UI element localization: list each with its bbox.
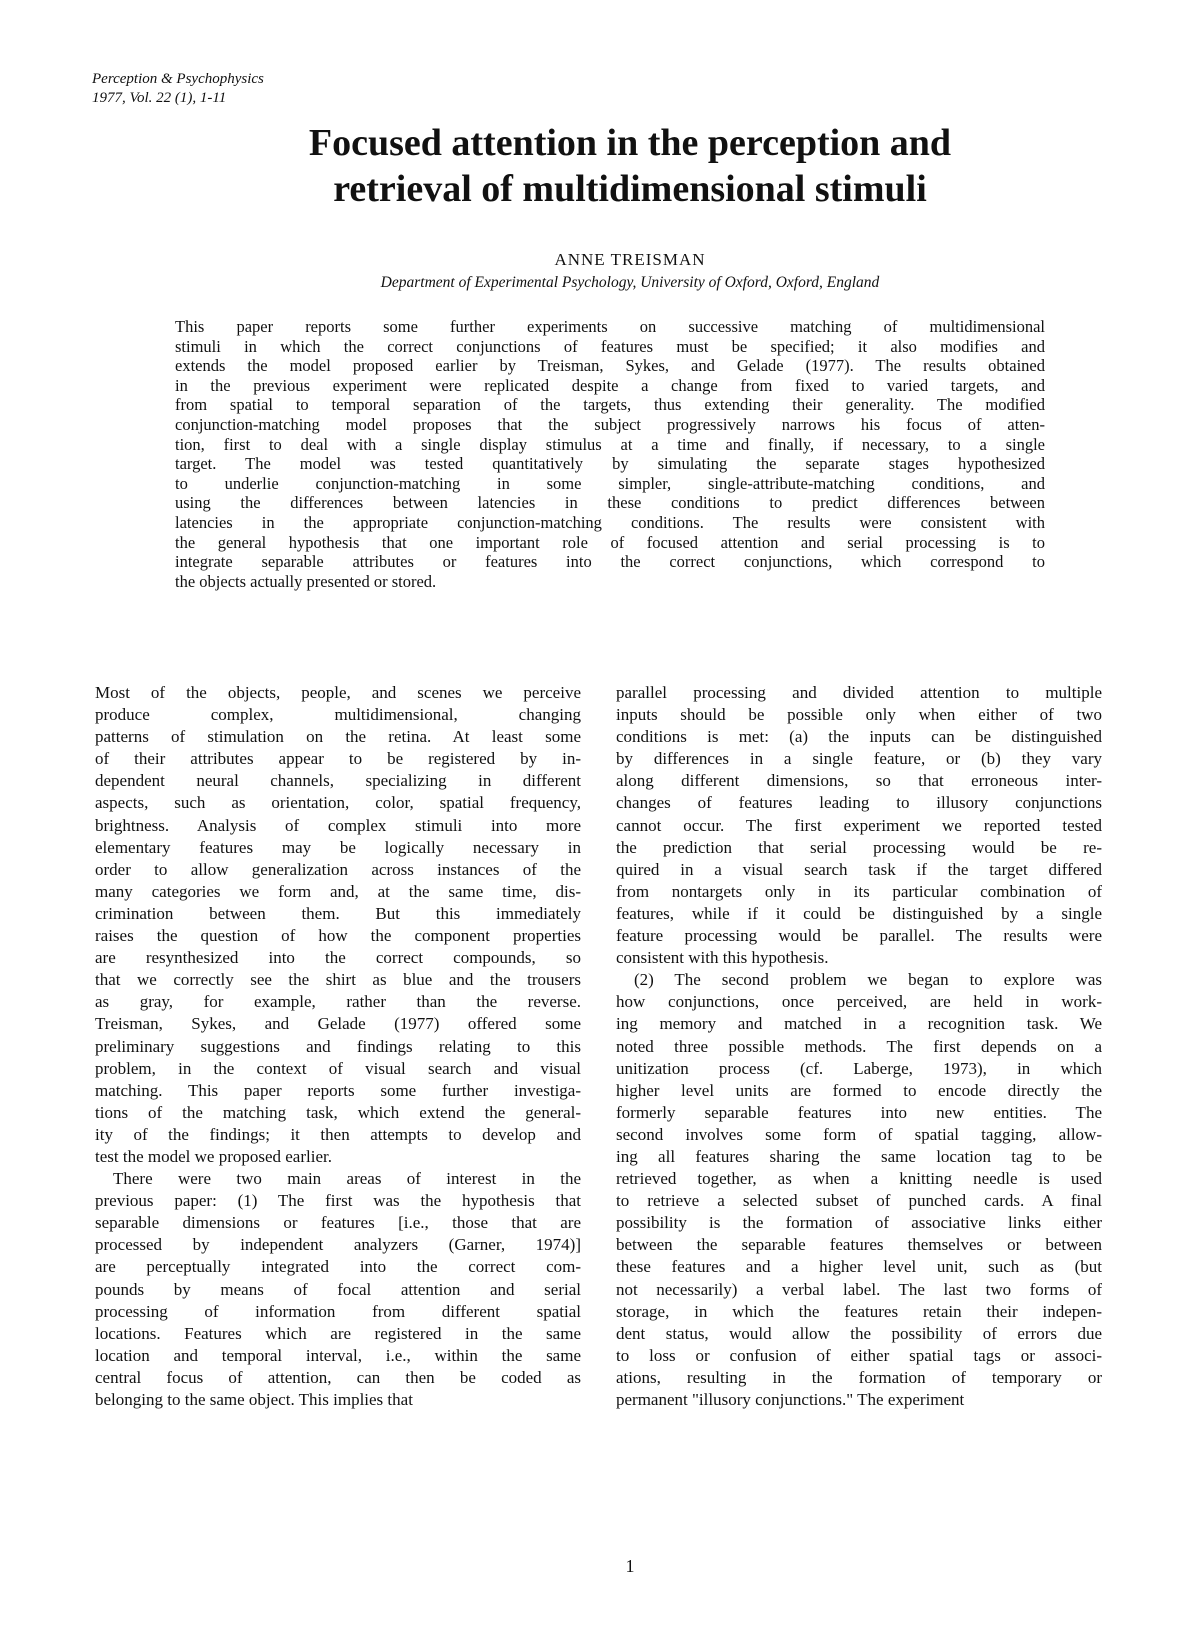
body-text-line: crimination between them. But this immediately bbox=[95, 903, 581, 923]
body-text-line: are resynthesized into the correct compounds, so bbox=[95, 948, 581, 968]
body-text-line: raises the question of how the component properties bbox=[95, 926, 581, 946]
body-text-line: along different dimensions, so that erroneous inter- bbox=[616, 771, 1102, 791]
body-text-line: are perceptually integrated into the correct com- bbox=[95, 1257, 581, 1277]
body-text-line: inputs should be possible only when either of two bbox=[616, 705, 1102, 725]
body-text-line: to loss or confusion of either spatial tags or associ- bbox=[616, 1345, 1102, 1365]
abstract-line: the objects actually presented or stored. bbox=[175, 571, 437, 591]
body-text-line: ing all features sharing the same location tag to be bbox=[616, 1146, 1102, 1166]
body-column-right bbox=[616, 682, 1102, 1411]
body-text-line: feature processing would be parallel. The results were bbox=[616, 926, 1102, 946]
abstract bbox=[175, 317, 1045, 591]
page-number: 1 bbox=[625, 1556, 635, 1576]
abstract-line: the general hypothesis that one important role of focused attention and serial processing is to bbox=[175, 532, 1045, 552]
body-text-line: not necessarily) a verbal label. The last two forms of bbox=[616, 1279, 1102, 1299]
body-text-line: patterns of stimulation on the retina. At least some bbox=[95, 727, 581, 747]
abstract-line: This paper reports some further experiments on successive matching of multidimensional bbox=[175, 317, 1045, 336]
abstract-line: in the previous experiment were replicated despite a change from fixed to varied targets, and bbox=[175, 375, 1045, 395]
abstract-line: to underlie conjunction-matching in some simpler, single-attribute-matching conditions, and bbox=[175, 473, 1045, 493]
abstract-line: integrate separable attributes or features into the correct conjunctions, which correspond to bbox=[175, 552, 1045, 572]
body-text-line: problem, in the context of visual search and visual bbox=[95, 1058, 581, 1078]
body-text-line: conditions is met: (a) the inputs can be distinguished bbox=[616, 727, 1102, 747]
body-text-line: (2) The second problem we began to explore was bbox=[634, 970, 1102, 990]
body-text-line: to retrieve a selected subset of punched cards. A final bbox=[616, 1191, 1102, 1211]
body-text-line: from nontargets only in its particular combination of bbox=[616, 881, 1102, 901]
abstract-line: extends the model proposed earlier by Treisman, Sykes, and Gelade (1977). The results obtained bbox=[175, 356, 1045, 376]
abstract-line: from spatial to temporal separation of the targets, thus extending their generality. The modified bbox=[175, 395, 1045, 415]
body-text-line: Most of the objects, people, and scenes we perceive bbox=[95, 683, 581, 702]
body-text-line: ations, resulting in the formation of temporary or bbox=[616, 1367, 1102, 1387]
author-affiliation: Department of Experimental Psychology, University of Oxford, Oxford, England bbox=[380, 274, 880, 291]
body-text-line: processing of information from different spatial bbox=[95, 1301, 581, 1321]
body-text-line: belonging to the same object. This implies that bbox=[95, 1390, 413, 1409]
body-text-line: unitization process (cf. Laberge, 1973), in which bbox=[616, 1058, 1102, 1078]
abstract-line: tion, first to deal with a single display stimulus at a time and finally, if necessary, to a single bbox=[175, 434, 1045, 454]
body-text-line: pounds by means of focal attention and serial bbox=[95, 1279, 581, 1299]
abstract-line: using the differences between latencies in these conditions to predict differences between bbox=[175, 493, 1045, 513]
body-text-line: parallel processing and divided attention to multiple bbox=[616, 683, 1102, 702]
body-text-line: aspects, such as orientation, color, spatial frequency, bbox=[95, 793, 581, 813]
body-text-line: consistent with this hypothesis. bbox=[616, 948, 829, 968]
body-text-line: many categories we form and, at the same time, dis- bbox=[95, 881, 581, 901]
body-text-line: second involves some form of spatial tagging, allow- bbox=[616, 1124, 1102, 1144]
body-text-line: brightness. Analysis of complex stimuli into more bbox=[95, 815, 581, 835]
journal-issue: 1977, Vol. 22 (1), 1-11 bbox=[92, 90, 227, 106]
author-name: ANNE TREISMAN bbox=[554, 250, 706, 269]
body-text-line: permanent "illusory conjunctions." The experiment bbox=[616, 1390, 965, 1409]
body-text-line: that we correctly see the shirt as blue and the trousers bbox=[95, 970, 581, 990]
body-text-line: dent status, would allow the possibility of errors due bbox=[616, 1323, 1102, 1343]
title-line: Focused attention in the perception and bbox=[308, 122, 952, 164]
body-text-line: matching. This paper reports some further investiga- bbox=[95, 1080, 581, 1100]
body-text-line: There were two main areas of interest in the bbox=[113, 1169, 581, 1189]
body-text-line: processed by independent analyzers (Garner, 1974)] bbox=[95, 1235, 581, 1255]
body-text-line: ity of the findings; it then attempts to develop and bbox=[95, 1124, 581, 1144]
body-text-line: elementary features may be logically necessary in bbox=[95, 837, 581, 857]
body-text-line: central focus of attention, can then be coded as bbox=[95, 1367, 581, 1387]
body-text-line: tions of the matching task, which extend the general- bbox=[95, 1102, 581, 1122]
body-text-line: storage, in which the features retain their indepen- bbox=[616, 1301, 1102, 1321]
body-text-line: previous paper: (1) The first was the hypothesis that bbox=[95, 1191, 581, 1211]
body-text-line: possibility is the formation of associative links either bbox=[616, 1213, 1102, 1233]
body-text-line: noted three possible methods. The first depends on a bbox=[616, 1036, 1102, 1056]
body-text-line: higher level units are formed to encode directly the bbox=[616, 1080, 1102, 1100]
body-text-line: of their attributes appear to be registered by in- bbox=[95, 749, 581, 769]
body-text-line: order to allow generalization across instances of the bbox=[95, 859, 581, 879]
body-text-line: as gray, for example, rather than the reverse. bbox=[95, 992, 581, 1012]
body-text-line: cannot occur. The first experiment we reported tested bbox=[616, 815, 1102, 835]
journal-name: Perception & Psychophysics bbox=[92, 71, 264, 87]
body-text-line: location and temporal interval, i.e., within the same bbox=[95, 1345, 581, 1365]
body-text-line: changes of features leading to illusory conjunctions bbox=[616, 793, 1102, 813]
abstract-line: latencies in the appropriate conjunction-matching conditions. The results were consistent with bbox=[175, 512, 1045, 532]
body-text-line: formerly separable features into new entities. The bbox=[616, 1102, 1102, 1122]
body-text-line: produce complex, multidimensional, changing bbox=[95, 705, 581, 725]
title-line: retrieval of multidimensional stimuli bbox=[333, 168, 927, 210]
body-text-line: test the model we proposed earlier. bbox=[95, 1146, 332, 1166]
paper-title bbox=[0, 120, 1200, 212]
abstract-line: conjunction-matching model proposes that the subject progressively narrows his focus of atten- bbox=[175, 414, 1045, 434]
abstract-line: target. The model was tested quantitatively by simulating the separate stages hypothesized bbox=[175, 454, 1045, 474]
body-text-line: ing memory and matched in a recognition task. We bbox=[616, 1014, 1102, 1034]
body-text-line: how conjunctions, once perceived, are held in work- bbox=[616, 992, 1102, 1012]
body-column-left bbox=[95, 682, 581, 1411]
body-text-line: quired in a visual search task if the target differed bbox=[616, 859, 1102, 879]
body-text-line: retrieved together, as when a knitting needle is used bbox=[616, 1169, 1102, 1189]
body-text-line: locations. Features which are registered in the same bbox=[95, 1323, 581, 1343]
abstract-line: stimuli in which the correct conjunctions of features must be specified; it also modifies and bbox=[175, 336, 1045, 356]
body-text-line: these features and a higher level unit, such as (but bbox=[616, 1257, 1102, 1277]
body-text-line: dependent neural channels, specializing in different bbox=[95, 771, 581, 791]
body-text-line: features, while if it could be distinguished by a single bbox=[616, 903, 1102, 923]
body-text-line: Treisman, Sykes, and Gelade (1977) offered some bbox=[95, 1014, 581, 1034]
body-text-line: between the separable features themselves or between bbox=[616, 1235, 1102, 1255]
body-text-line: separable dimensions or features [i.e., those that are bbox=[95, 1213, 581, 1233]
body-text-line: by differences in a single feature, or (b) they vary bbox=[616, 749, 1102, 769]
body-text-line: the prediction that serial processing would be re- bbox=[616, 837, 1102, 857]
body-text-line: preliminary suggestions and findings relating to this bbox=[95, 1036, 581, 1056]
